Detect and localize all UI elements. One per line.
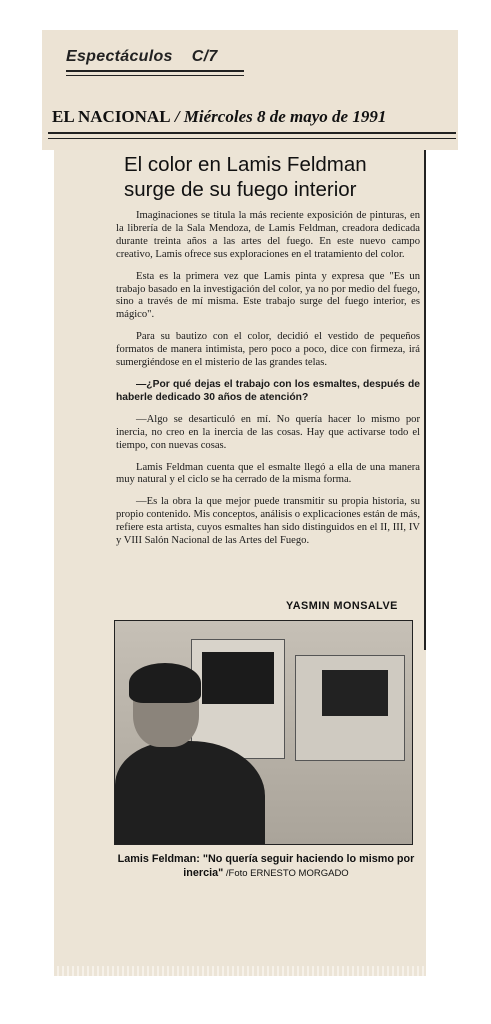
article-photo [114, 620, 413, 845]
person-figure [115, 741, 265, 845]
paragraph: Lamis Feldman cuenta que el esmalte llegó a ella de una manera muy natural y el ciclo se ha cerrado de la misma forma. [116, 461, 420, 486]
framed-artwork [295, 655, 405, 761]
interview-question: —¿Por qué dejas el trabajo con los esmaltes, después de haberle dedicado 30 años de atención? [116, 378, 420, 403]
byline: YASMIN MONSALVE [286, 600, 398, 612]
paragraph: —Es la obra la que mejor puede transmitir su propia historia, su propio contenido. Mis conceptos, análisis o explicaciones están de más, refiere esta artista, cuyos esmaltes han sido distinguidos en el II, III, IV y VIII Salón Nacional de las Artes del Fuego. [116, 496, 420, 547]
masthead-rule-thin [48, 138, 456, 139]
artwork-image [322, 670, 388, 716]
headline-line-2: surge de su fuego interior [124, 178, 357, 201]
section-page: C/7 [191, 48, 218, 65]
framed-artwork [191, 639, 285, 759]
section-label [66, 48, 218, 66]
section-name: Espectáculos [66, 48, 173, 65]
caption-quote: Lamis Feldman: "No quería seguir haciendo lo mismo por inercia" [117, 853, 415, 879]
article-headline [124, 152, 414, 202]
publication-date: Miércoles 8 de mayo de 1991 [183, 107, 387, 126]
photo-caption [108, 852, 424, 881]
person-hair [129, 663, 201, 703]
torn-edge [54, 966, 426, 976]
masthead [52, 107, 386, 127]
paragraph: Imaginaciones se titula la más reciente exposición de pinturas, en la librería de la Sala Mendoza, de Lamis Feldman, creadora dedicada durante treinta años a las artes del fuego. En este nuevo campo creativo, Lamis ofrece sus exploraciones en el tratamiento del color. [116, 210, 420, 260]
masthead-rule [48, 132, 456, 134]
column-rule [424, 150, 426, 650]
headline-line-1: El color en Lamis Feldman [124, 153, 367, 176]
artwork-image [202, 652, 274, 704]
paragraph: —Algo se desarticuló en mí. No quería hacer lo mismo por inercia, no creo en la inercia de las cosas. Hay que activarse todo el tiempo, con nuevas cosas. [116, 413, 420, 451]
paragraph: Para su bautizo con el color, decidió el vestido de pequeños formatos de manera intimista, pero poco a poco, dice con firmeza, irá sumergiéndose en el misterio de las grandes telas. [116, 331, 420, 369]
photo-credit: /Foto ERNESTO MORGADO [223, 868, 349, 879]
newspaper-name: EL NACIONAL [52, 107, 171, 126]
masthead-separator: / [170, 107, 184, 126]
section-rule-double [66, 75, 244, 76]
paragraph: Esta es la primera vez que Lamis pinta y expresa que "Es un trabajo basado en la investigación del color, ya no por medio del fuego, sino a través de mí misma. Este trabajo surge del fuego interior, es mágico". [116, 270, 420, 321]
article-body [116, 210, 420, 557]
section-rule [66, 70, 244, 72]
